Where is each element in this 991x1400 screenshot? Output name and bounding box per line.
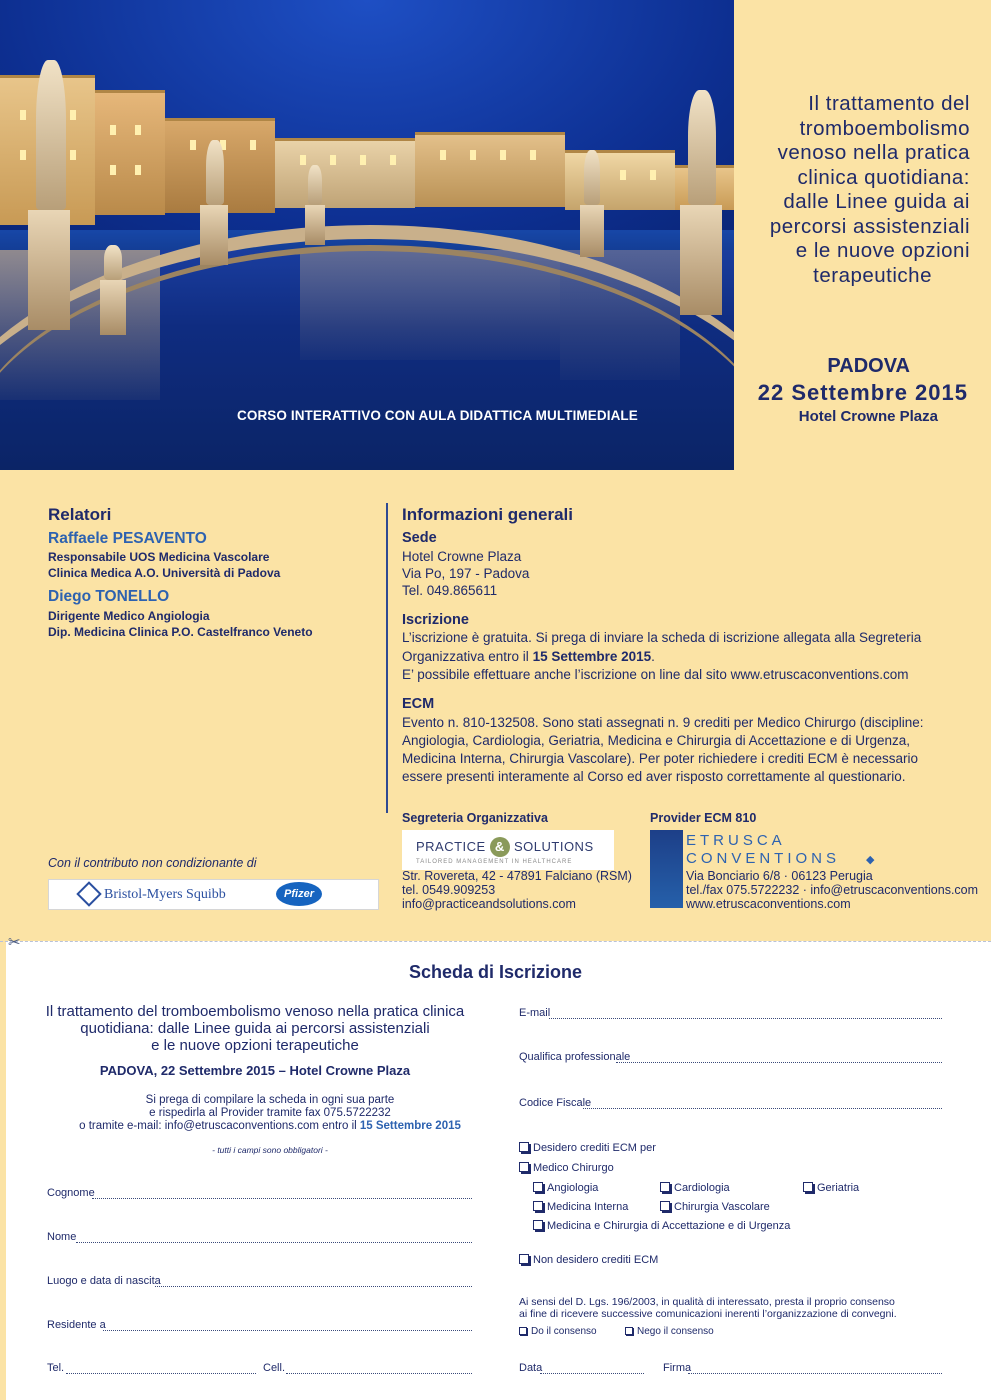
checkbox-icon [533,1182,543,1192]
consent-no-option[interactable]: Nego il consenso [625,1326,714,1337]
instruction-line: o tramite e-mail: info@etruscaconventions.com entro il 15 Settembre 2015 [79,1120,461,1132]
provider-heading: Provider ECM 810 [650,811,757,825]
speakers-heading: Relatori [48,505,112,524]
speaker-affiliation: Clinica Medica A.O. Università di Padova [48,566,281,580]
residence-label: Residente a [47,1319,106,1331]
provider-contact: tel./fax 075.5722232 · info@etruscaconventions.com [686,883,979,897]
form-event-title [20,1003,490,1054]
provider-website: www.etruscaconventions.com [686,897,851,911]
logo-word: PRACTICE [416,839,486,854]
secretariat-heading: Segreteria Organizzativa [402,811,548,825]
birth-field[interactable] [155,1277,472,1287]
column-divider [386,503,388,813]
event-date: 22 Settembre 2015 [757,380,968,405]
logo-tagline: TAILORED MANAGEMENT IN HEALTHCARE [416,859,573,865]
qualifica-field[interactable] [616,1053,942,1063]
secretariat-tel: tel. 0549.909253 [402,883,496,897]
pfizer-logo: Pfizer [276,882,322,906]
checkbox-icon [533,1220,543,1230]
form-instructions [20,1094,520,1133]
ecm-no-option[interactable]: Non desidero crediti ECM [519,1254,658,1266]
iscrizione-line: L’iscrizione è gratuita. Si prega di inviare la scheda di iscrizione allegata alla Segreteria [402,630,922,645]
ecm-line: Evento n. 810-132508. Sono stati assegnati n. 9 crediti per Medico Chirurgo (discipline: [402,715,924,730]
tel-label: Tel. [47,1362,65,1374]
checkbox-icon [519,1254,529,1264]
cell-label: Cell. [263,1362,286,1374]
form-event-line: PADOVA, 22 Settembre 2015 – Hotel Crowne Plaza [99,1063,411,1078]
etrusca-logo-line: ETRUSCA [686,832,786,849]
iscrizione-line: Organizzativa entro il 15 Settembre 2015. [402,649,655,664]
course-banner: CORSO INTERATTIVO CON AULA DIDATTICA MULTIMEDIALE [237,408,638,423]
speaker-affiliation: Dip. Medicina Clinica P.O. Castelfranco Veneto [48,625,313,639]
ecm-yes-option[interactable]: Desidero crediti ECM per [519,1142,656,1154]
checkbox-icon [519,1327,527,1335]
checkbox-icon [660,1182,670,1192]
signature-field[interactable] [688,1364,942,1374]
form-title-line: e le nuove opzioni terapeutiche [151,1037,359,1054]
instruction-line: e rispedirla al Provider tramite fax 075.5722232 [149,1107,391,1119]
scissors-icon: ✂ [8,934,21,951]
required-note: - tutti i campi sono obbligatori - [212,1145,328,1155]
discipline-chirurgia-vascolare[interactable]: Chirurgia Vascolare [660,1201,770,1213]
checkbox-icon [803,1182,813,1192]
date-label: Data [519,1362,543,1374]
bms-logo: Bristol-Myers Squibb [104,887,226,902]
logo-word: SOLUTIONS [513,839,594,854]
discipline-accettazione-urgenza[interactable]: Medicina e Chirurgia di Accettazione e di Urgenza [533,1220,790,1232]
checkbox-icon [519,1142,529,1152]
discipline-medicina-interna[interactable]: Medicina Interna [533,1201,628,1213]
signature-label: Firma [663,1362,692,1374]
logo-ampersand: & [490,837,510,857]
form-title-line: quotidiana: dalle Linee guida ai percorsi assistenziali [80,1020,430,1037]
date-field[interactable] [540,1364,644,1374]
speaker-role: Responsabile UOS Medicina Vascolare [48,550,270,564]
discipline-cardiologia[interactable]: Cardiologia [660,1182,730,1194]
checkbox-icon [519,1162,529,1172]
form-heading: Scheda di Iscrizione [408,962,583,982]
practice-solutions-logo [402,830,614,870]
nome-field[interactable] [76,1233,472,1243]
title-line: dalle Linee guida ai [783,190,970,213]
event-venue: Hotel Crowne Plaza [798,408,938,425]
instruction-line: Si prega di compilare la scheda in ogni sua parte [145,1094,395,1106]
cut-line [0,941,991,942]
sede-line: Tel. 049.865611 [402,583,498,598]
medico-option[interactable]: Medico Chirurgo [519,1162,614,1174]
discipline-geriatria[interactable]: Geriatria [803,1182,859,1194]
checkbox-icon [533,1201,543,1211]
etrusca-logo-mark [650,830,683,908]
speaker-role: Dirigente Medico Angiologia [48,609,210,623]
diamond-icon: ◆ [866,854,875,866]
qualifica-label: Qualifica professionale [519,1051,631,1063]
consent-yes-option[interactable]: Do il consenso [519,1326,597,1337]
speaker-name: Diego TONELLO [48,588,170,605]
title-line: percorsi assistenziali [769,214,970,238]
secretariat-email: info@practiceandsolutions.com [402,897,576,911]
title-line: e le nuove opzioni [795,239,970,262]
ecm-line: Medicina Interna, Chirurgia Vascolare). Per poter richiedere i crediti ECM è necessario [402,751,918,766]
residence-field[interactable] [103,1321,472,1331]
privacy-line: ai fine di ricevere successive comunicazioni inerenti l’organizzazione di convegni. [519,1308,897,1320]
sede-title: Sede [402,530,437,546]
cell-field[interactable] [286,1364,472,1374]
email-label: E-mail [519,1007,551,1019]
nome-label: Nome [47,1231,77,1243]
birth-label: Luogo e data di nascita [47,1275,161,1287]
ecm-line: essere presenti interamente al Corso ed aver risposto correttamente al questionario. [402,769,906,784]
codice-fiscale-field[interactable] [583,1099,942,1109]
iscrizione-line: E’ possibile effettuare anche l’iscrizione on line dal sito www.etruscaconventions.com [402,667,909,682]
event-title [742,92,970,288]
privacy-text [519,1296,897,1320]
event-city: PADOVA [827,355,910,377]
cognome-field[interactable] [92,1189,472,1199]
sponsor-text: Con il contributo non condizionante di [48,856,257,870]
info-heading: Informazioni generali [402,505,573,524]
ecm-line: Angiologia, Cardiologia, Geriatria, Medicina e Chirurgia di Accettazione e di Urgenza, [402,733,911,748]
ecm-title: ECM [402,696,435,712]
hero-photo [0,0,734,470]
privacy-line: Ai sensi del D. Lgs. 196/2003, in qualità di interessato, presta il proprio consenso [519,1296,895,1308]
tel-field[interactable] [66,1364,256,1374]
title-line: venoso nella pratica [777,141,970,164]
sede-line: Hotel Crowne Plaza [402,549,522,564]
title-line: tromboembolismo [799,116,970,140]
speaker-name: Raffaele PESAVENTO [48,530,207,547]
checkbox-icon [625,1327,633,1335]
secretariat-address: Str. Rovereta, 42 - 47891 Falciano (RSM) [402,869,632,883]
provider-address: Via Bonciario 6/8 · 06123 Perugia [686,869,873,883]
codice-fiscale-label: Codice Fiscale [519,1097,592,1109]
title-line: clinica quotidiana: [797,165,970,189]
cognome-label: Cognome [47,1187,95,1199]
sede-line: Via Po, 197 - Padova [402,566,530,581]
form-title-line: Il trattamento del tromboembolismo venoso nella pratica clinica [45,1003,465,1020]
email-field[interactable] [549,1009,942,1019]
checkbox-icon [660,1201,670,1211]
title-line: Il trattamento del [808,92,970,115]
etrusca-logo-line: CONVENTIONS [686,850,841,867]
discipline-angiologia[interactable]: Angiologia [533,1182,598,1194]
iscrizione-title: Iscrizione [402,612,469,628]
title-line: terapeutiche [813,263,932,287]
